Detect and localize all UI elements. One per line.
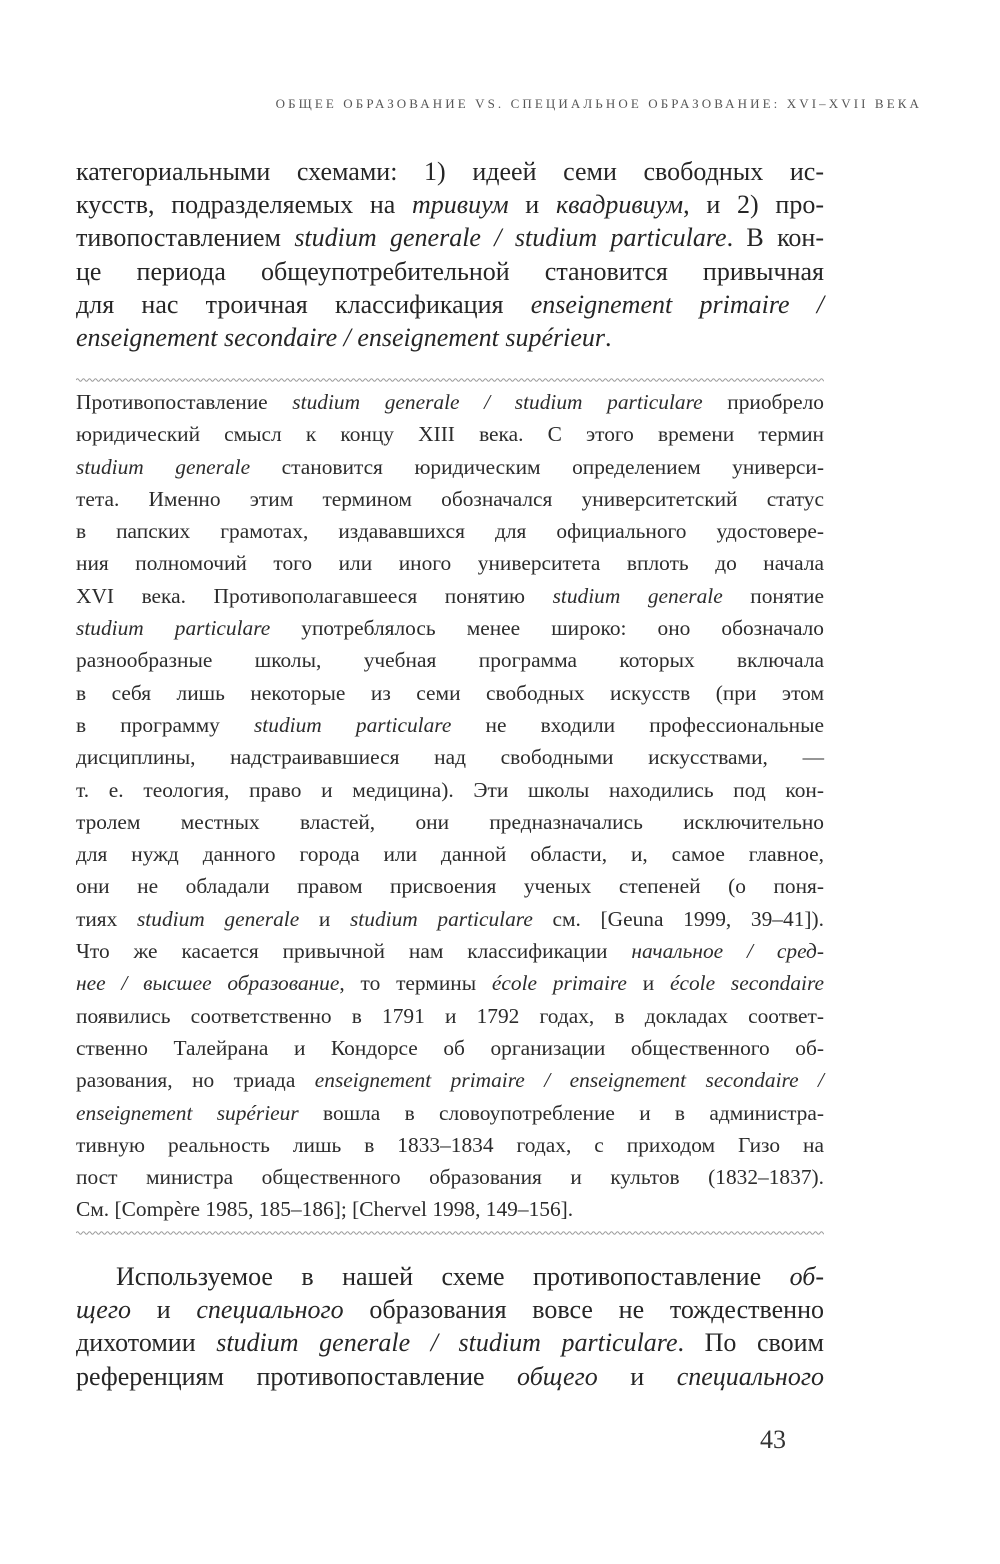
text-run: и	[508, 190, 556, 220]
text-line	[76, 155, 824, 188]
text-run: т. е. теология, право и медицина). Эти школы находились под кон-	[76, 777, 824, 802]
text-line	[76, 1293, 824, 1326]
italic-term: école secondaire	[670, 971, 824, 996]
note-block	[76, 386, 824, 1226]
text-line	[76, 483, 824, 515]
italic-term: studium generale	[136, 906, 300, 931]
text-run: и	[130, 1295, 197, 1325]
text-line	[76, 1064, 824, 1096]
text-run: образования вовсе не тождественно	[343, 1295, 824, 1325]
running-head: ОБЩЕЕ ОБРАЗОВАНИЕ VS. СПЕЦИАЛЬНОЕ ОБРАЗОВАНИЕ: XVI–XVII ВЕКА	[275, 96, 922, 111]
text-line	[76, 935, 824, 967]
italic-term: studium generale / studium particulare	[292, 390, 703, 414]
text-run: категориальными схемами: 1) идеей семи свободных ис-	[76, 157, 824, 186]
text-line	[76, 188, 824, 221]
text-run: в себя лишь некоторые из семи свободных искусств (при этом	[76, 680, 824, 705]
text-run: ния полномочий того или иного университета вплоть до начала	[76, 551, 824, 576]
text-run: разования, но триада	[76, 1068, 315, 1093]
text-line	[76, 1326, 824, 1359]
body-paragraph-bottom	[76, 1260, 824, 1393]
text-run: тивопоставлением	[76, 223, 295, 253]
text-run: пост министра общественного образования и культов (1832–1837).	[76, 1165, 824, 1190]
italic-term: enseignement primaire / enseignement secondaire /	[314, 1068, 824, 1093]
text-line	[76, 255, 824, 288]
text-run: Используемое в нашей схеме противопоставление	[116, 1262, 790, 1291]
text-line	[76, 580, 824, 612]
italic-term: école primaire	[491, 971, 627, 996]
text-run: и	[626, 971, 670, 996]
text-run: . По своим	[677, 1328, 824, 1358]
text-run: для нас троичная классификация	[76, 289, 531, 319]
italic-term: начальное / сред-	[631, 939, 824, 964]
text-run: тета. Именно этим термином обозначался университетский статус	[76, 486, 824, 511]
italic-term: studium particulare	[253, 712, 452, 737]
text-run: Противопоставление	[76, 390, 293, 414]
text-run: не входили профессиональные	[451, 712, 824, 737]
page-number: 43	[760, 1425, 786, 1454]
text-line	[76, 1032, 824, 1064]
italic-term: специального	[196, 1295, 344, 1325]
text-line	[76, 1161, 824, 1193]
text-line	[76, 741, 824, 773]
italic-term: studium generale / studium particulare	[216, 1328, 678, 1358]
italic-term: квадривиум	[555, 190, 684, 220]
italic-term: studium generale / studium particulare	[294, 223, 727, 253]
note-bottom-divider	[76, 1229, 824, 1237]
text-run: юридический смысл к концу XIII века. С этого времени термин	[76, 422, 824, 447]
italic-term: enseignement primaire /	[530, 289, 824, 319]
text-run: приобрело	[702, 390, 824, 414]
note-top-divider	[76, 376, 824, 384]
text-run: появились соответственно в 1791 и 1792 годах, в докладах соответ-	[76, 1003, 824, 1028]
text-run: тиях	[76, 906, 137, 931]
text-run: дисциплины, надстраивавшиеся над свободными искусствами, —	[76, 745, 824, 770]
text-line	[76, 321, 824, 354]
text-run: тролем местных властей, они предназначались исключительно	[76, 809, 824, 834]
body-paragraph-top	[76, 155, 824, 354]
text-run: , и 2) про-	[683, 190, 824, 220]
text-line	[76, 644, 824, 676]
text-line	[76, 1129, 824, 1161]
text-line	[76, 1000, 824, 1032]
text-run: вошла в словоупотребление и в администра-	[298, 1100, 824, 1125]
text-line	[76, 903, 824, 935]
text-run: см. [Geuna 1999, 39–41]).	[532, 906, 824, 931]
text-run: ственно Талейрана и Кондорсе об организации общественного об-	[76, 1035, 824, 1060]
text-line	[76, 515, 824, 547]
italic-term: studium particulare	[76, 616, 271, 641]
italic-term: специального	[676, 1361, 824, 1391]
text-line	[76, 1097, 824, 1129]
text-run: .	[605, 322, 612, 352]
text-line	[76, 612, 824, 644]
text-line	[76, 418, 824, 450]
text-run: дихотомии	[76, 1328, 217, 1358]
italic-term: enseignement secondaire / enseignement supérieur	[76, 322, 606, 352]
text-run: они не обладали правом присвоения ученых степеней (о поня-	[76, 874, 824, 899]
text-line	[76, 451, 824, 483]
italic-term: нее / высшее образование	[76, 971, 340, 996]
text-line	[76, 1260, 824, 1293]
text-run: и	[299, 906, 350, 931]
text-line	[76, 386, 824, 418]
text-line	[76, 221, 824, 254]
text-run: в программу	[76, 712, 254, 737]
text-run: кусств, подразделяемых на	[76, 190, 413, 220]
italic-term: studium generale	[76, 454, 251, 479]
text-run: и	[597, 1361, 677, 1391]
text-line	[76, 677, 824, 709]
text-line	[76, 967, 824, 999]
text-run: це периода общеупотребительной становится привычная	[76, 256, 824, 286]
text-run: в папских грамотах, издававшихся для официального удостовере-	[76, 519, 824, 544]
italic-term: об-	[789, 1262, 824, 1291]
italic-term: тривиум	[412, 190, 509, 220]
italic-term: щего	[76, 1295, 131, 1325]
italic-term: studium particulare	[349, 906, 533, 931]
text-line	[76, 547, 824, 579]
text-run: становится юридическим определением универси-	[250, 454, 824, 479]
text-line	[76, 774, 824, 806]
text-line	[76, 838, 824, 870]
text-run: , то термины	[339, 971, 492, 996]
text-line	[76, 806, 824, 838]
text-line	[76, 709, 824, 741]
text-run: референциям противопоставление	[76, 1361, 518, 1391]
text-line	[76, 288, 824, 321]
text-line	[76, 870, 824, 902]
text-run: употреблялось менее широко: оно обозначало	[270, 616, 824, 641]
text-run: для нужд данного города или данной области, и, самое главное,	[76, 842, 824, 867]
italic-term: studium generale	[552, 583, 723, 608]
text-run: См. [Compère 1985, 185–186]; [Chervel 1998, 149–156].	[76, 1197, 574, 1222]
italic-term: enseignement supérieur	[76, 1100, 299, 1125]
text-line	[76, 1360, 824, 1393]
text-run: понятие	[722, 583, 824, 608]
text-run: XVI века. Противополагавшееся понятию	[76, 583, 553, 608]
text-run: разнообразные школы, учебная программа которых включала	[76, 648, 824, 673]
italic-term: общего	[517, 1361, 598, 1391]
text-run: тивную реальность лишь в 1833–1834 годах, с приходом Гизо на	[76, 1132, 824, 1157]
text-line	[76, 1193, 824, 1225]
text-run: Что же касается привычной нам классификации	[76, 939, 632, 964]
text-run: . В кон-	[726, 223, 824, 253]
